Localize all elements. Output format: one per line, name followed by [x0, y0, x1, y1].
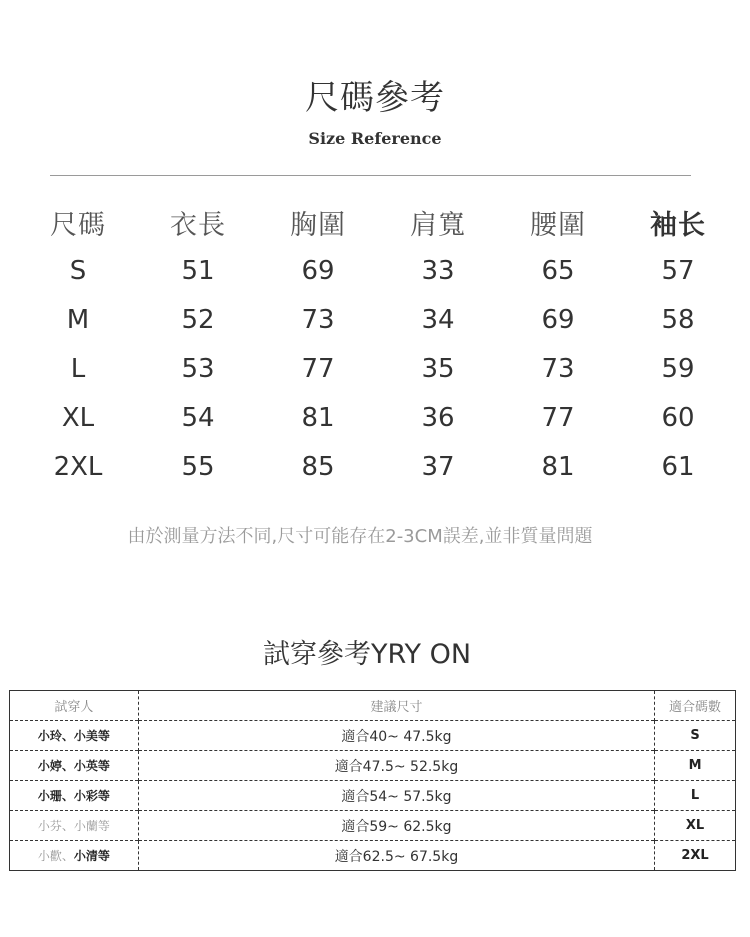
column-header: 腰圍: [530, 209, 586, 241]
try-on-weight: 適合62.5~ 67.5kg: [138, 841, 654, 871]
table-row: [10, 811, 736, 841]
try-on-person-part: 小歡、: [37, 849, 74, 863]
table-row: [10, 841, 736, 871]
try-on-size: S: [655, 721, 736, 751]
table-cell: 59: [661, 353, 695, 384]
size-chart-table: [18, 198, 738, 491]
try-on-weight: 適合47.5~ 52.5kg: [138, 751, 654, 781]
divider: [50, 175, 691, 176]
table-cell: 36: [421, 402, 455, 433]
table-cell: XL: [61, 402, 95, 433]
try-on-weight: 適合59~ 62.5kg: [138, 811, 654, 841]
try-on-size: XL: [655, 811, 736, 841]
table-row: [10, 751, 736, 781]
table-cell: 37: [421, 451, 455, 482]
column-header: 建議尺寸: [138, 691, 654, 721]
try-on-person: 小珊、小彩等: [10, 781, 139, 811]
table-cell: 61: [661, 451, 695, 482]
try-on-person: [10, 841, 139, 871]
try-on-weight: 適合40~ 47.5kg: [138, 721, 654, 751]
table-row: [10, 781, 736, 811]
table-cell: 2XL: [53, 451, 103, 482]
column-header: 肩寬: [410, 209, 466, 241]
try-on-weight: 適合54~ 57.5kg: [138, 781, 654, 811]
try-on-size: 2XL: [655, 841, 736, 871]
table-cell: 85: [301, 451, 335, 482]
table-cell: M: [66, 304, 90, 335]
table-cell: 55: [181, 451, 215, 482]
try-on-person: 小玲、小美等: [10, 721, 139, 751]
measurement-note: 由於測量方法不同,尺寸可能存在2-3CM誤差,並非質量問題: [127, 526, 593, 547]
table-cell: 65: [541, 255, 575, 286]
table-cell: 58: [661, 304, 695, 335]
try-on-person: 小婷、小英等: [10, 751, 139, 781]
try-on-person: 小芬、小蘭等: [10, 811, 139, 841]
table-cell: 73: [301, 304, 335, 335]
table-cell: 51: [181, 255, 215, 286]
try-on-title: 試穿參考YRY ON: [262, 639, 472, 670]
table-cell: 35: [421, 353, 455, 384]
column-header: 衣長: [170, 209, 226, 241]
column-header: 適合碼數: [655, 691, 736, 721]
column-header: 袖长: [650, 209, 706, 241]
try-on-size: L: [655, 781, 736, 811]
table-cell: 81: [301, 402, 335, 433]
table-cell: 54: [181, 402, 215, 433]
table-cell: 60: [661, 402, 695, 433]
table-cell: 69: [301, 255, 335, 286]
table-cell: 33: [421, 255, 455, 286]
table-cell: 77: [301, 353, 335, 384]
table-cell: 69: [541, 304, 575, 335]
try-on-person-part: 小清等: [73, 849, 110, 863]
table-cell: S: [69, 255, 87, 286]
table-cell: 34: [421, 304, 455, 335]
size-chart-header-row: [18, 198, 738, 246]
table-cell: 57: [661, 255, 695, 286]
page-title: 尺碼參考: [305, 78, 445, 118]
try-on-table: [9, 690, 736, 871]
column-header: 胸圍: [290, 209, 346, 241]
column-header: 試穿人: [54, 700, 94, 715]
table-row: [18, 393, 738, 442]
column-header: 尺碼: [50, 209, 106, 241]
table-row: [18, 442, 738, 491]
page-subtitle: Size Reference: [308, 129, 442, 148]
table-cell: 77: [541, 402, 575, 433]
table-cell: 53: [181, 353, 215, 384]
table-row: [18, 344, 738, 393]
try-on-size: M: [655, 751, 736, 781]
table-row: [10, 721, 736, 751]
table-cell: 73: [541, 353, 575, 384]
table-cell: L: [70, 353, 86, 384]
table-row: [18, 295, 738, 344]
table-cell: 81: [541, 451, 575, 482]
table-cell: 52: [181, 304, 215, 335]
table-row: [18, 246, 738, 295]
try-on-header-row: [10, 691, 736, 721]
